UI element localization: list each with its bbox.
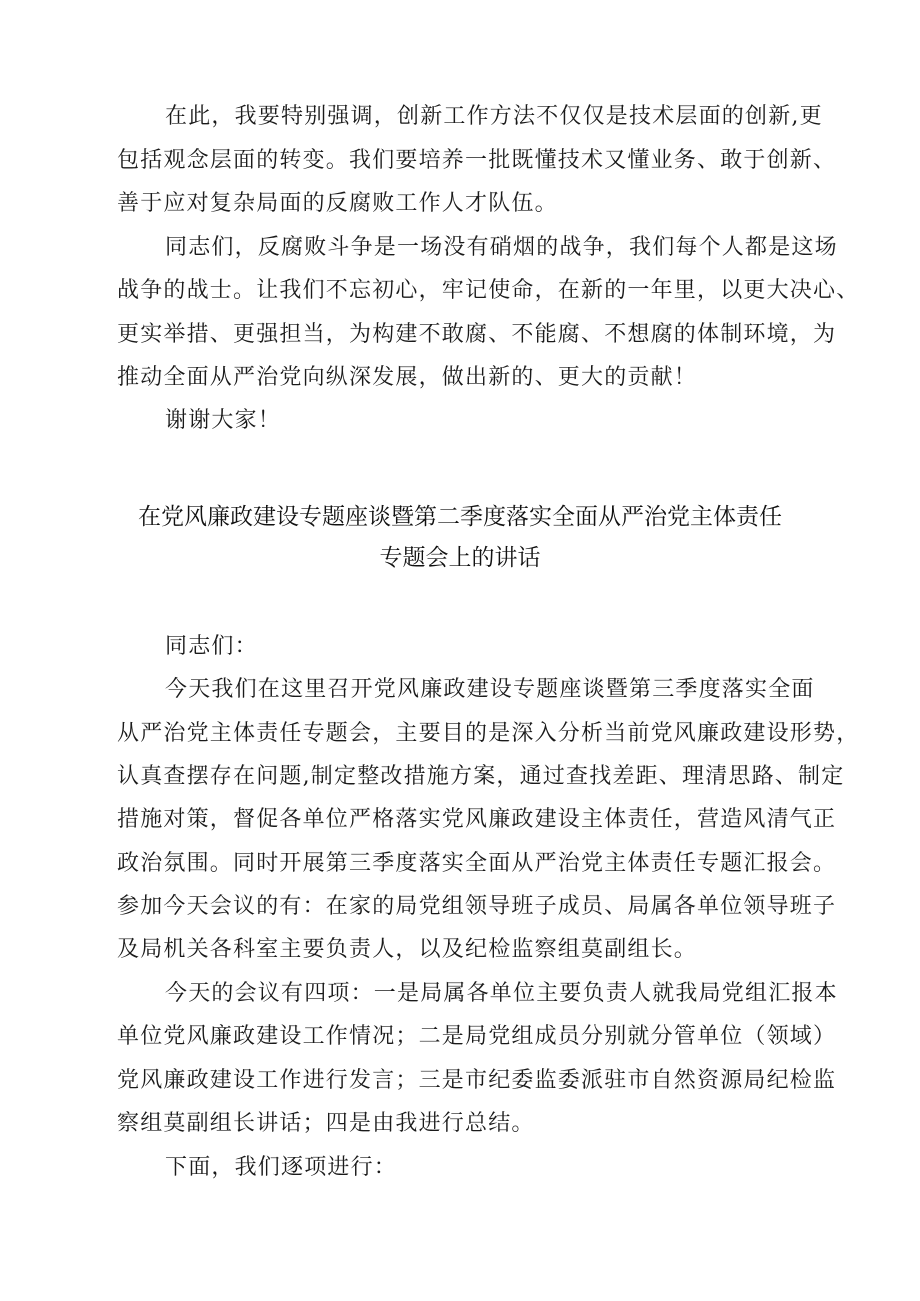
body-text-line: 认真查摆存在问题,制定整改措施方案，通过查找差距、理清思路、制定 bbox=[117, 764, 845, 789]
body-text-line: 下面，我们逐项进行： bbox=[165, 1155, 398, 1180]
body-text-line: 今天我们在这里召开党风廉政建设专题座谈暨第三季度落实全面 bbox=[165, 677, 815, 702]
body-text-line: 措施对策，督促各单位严格落实党风廉政建设主体责任，营造风清气正 bbox=[117, 807, 837, 832]
body-text-line: 参加今天会议的有：在家的局党组领导班子成员、局属各单位领导班子 bbox=[117, 894, 837, 919]
body-text-line: 善于应对复杂局面的反腐败工作人才队伍。 bbox=[117, 191, 558, 216]
body-text-line: 单位党风廉政建设工作情况；二是局党组成员分别就分管单位（领域） bbox=[117, 1024, 837, 1049]
body-text-line: 今天的会议有四项：一是局属各单位主要负责人就我局党组汇报本 bbox=[165, 981, 838, 1006]
body-text-line: 推动全面从严治党向纵深发展，做出新的、更大的贡献！ bbox=[117, 365, 698, 390]
body-text-line: 察组莫副组长讲话；四是由我进行总结。 bbox=[117, 1111, 535, 1136]
body-text-line: 包括观念层面的转变。我们要培养一批既懂技术又懂业务、敢于创新、 bbox=[117, 148, 837, 173]
title-line: 在党风廉政建设专题座谈暨第二季度落实全面从严治党主体责任 bbox=[138, 504, 782, 530]
body-text-line: 同志们，反腐败斗争是一场没有硝烟的战争，我们每个人都是这场 bbox=[165, 235, 838, 260]
body-text-line: 战争的战士。让我们不忘初心，牢记使命，在新的一年里，以更大决心、 bbox=[117, 278, 860, 303]
body-text-line: 政治氛围。同时开展第三季度落实全面从严治党主体责任专题汇报会。 bbox=[117, 851, 837, 876]
body-text-line: 党风廉政建设工作进行发言；三是市纪委监委派驻市自然资源局纪检监 bbox=[117, 1068, 837, 1093]
body-text-line: 及局机关各科室主要负责人，以及纪检监察组莫副组长。 bbox=[117, 937, 698, 962]
body-text-line: 在此，我要特别强调，创新工作方法不仅仅是技术层面的创新,更 bbox=[165, 104, 823, 129]
closing-thanks: 谢谢大家！ bbox=[165, 408, 282, 433]
title-line: 专题会上的讲话 bbox=[379, 545, 541, 571]
body-text-line: 从严治党主体责任专题会，主要目的是深入分析当前党风廉政建设形势， bbox=[117, 721, 860, 746]
salutation: 同志们： bbox=[165, 634, 258, 659]
body-text-line: 更实举措、更强担当，为构建不敢腐、不能腐、不想腐的体制环境，为 bbox=[117, 322, 837, 347]
